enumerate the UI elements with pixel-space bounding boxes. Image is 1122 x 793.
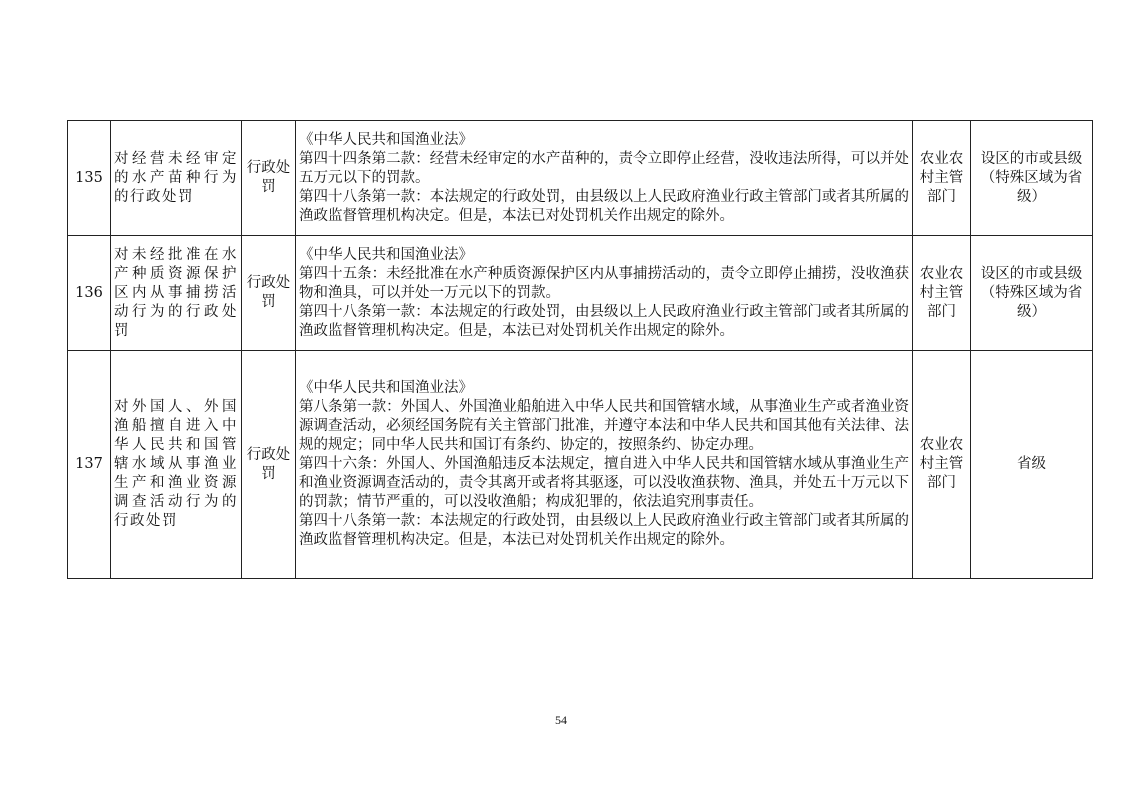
basis-article: 第四十八条第一款：本法规定的行政处罚，由县级以上人民政府渔业行政主管部门或者其所属的渔政监督管理机构决定。但是，本法已对处罚机关作出规定的除外。 [299,188,909,224]
item-name: 对经营未经审定的水产苗种行为的行政处罚 [111,121,242,236]
basis-article: 第四十六条：外国人、外国渔船违反本法规定，擅自进入中华人民共和国管辖水域从事渔业生产和渔业资源调查活动的，责令其离开或者将其驱逐，可以没收渔获物、渔具，并处五十万元以下的罚款；情节严重的，可以没收渔船；构成犯罪的，依法追究刑事责任。 [299,456,909,510]
item-number: 136 [68,236,111,351]
item-type: 行政处罚 [242,121,296,236]
basis-article: 第四十四条第二款：经营未经审定的水产苗种的，责令立即停止经营，没收违法所得，可以并处五万元以下的罚款。 [299,150,909,186]
responsible-department: 农业农村主管部门 [913,121,971,236]
legal-basis [296,351,913,579]
item-type: 行政处罚 [242,236,296,351]
item-name: 对未经批准在水产种质资源保护区内从事捕捞活动行为的行政处罚 [111,236,242,351]
enforcement-items-table [67,120,1093,579]
enforcement-level: 设区的市或县级（特殊区域为省级） [971,236,1093,351]
item-number: 137 [68,351,111,579]
basis-article: 第四十八条第一款：本法规定的行政处罚，由县级以上人民政府渔业行政主管部门或者其所属的渔政监督管理机构决定。但是，本法已对处罚机关作出规定的除外。 [299,303,909,339]
basis-law-title: 《中华人民共和国渔业法》 [299,131,473,148]
basis-article: 第八条第一款：外国人、外国渔业船舶进入中华人民共和国管辖水域，从事渔业生产或者渔业资源调查活动，必须经国务院有关主管部门批准，并遵守本法和中华人民共和国其他有关法律、法规的规定；同中华人民共和国订有条约、协定的，按照条约、协定办理。 [299,399,909,453]
legal-basis [296,121,913,236]
basis-law-title: 《中华人民共和国渔业法》 [299,380,473,396]
responsible-department: 农业农村主管部门 [913,236,971,351]
enforcement-level: 省级 [971,351,1093,579]
item-name: 对外国人、外国渔船擅自进入中华人民共和国管辖水域从事渔业生产和渔业资源调查活动行为的行政处罚 [111,351,242,579]
legal-basis [296,236,913,351]
enforcement-level: 设区的市或县级（特殊区域为省级） [971,121,1093,236]
table-row [68,121,1093,236]
item-number: 135 [68,121,111,236]
responsible-department: 农业农村主管部门 [913,351,971,579]
table-row [68,236,1093,351]
item-type: 行政处罚 [242,351,296,579]
basis-article: 第四十五条：未经批准在水产种质资源保护区内从事捕捞活动的，责令立即停止捕捞，没收渔获物和渔具，可以并处一万元以下的罚款。 [299,265,909,301]
basis-law-title: 《中华人民共和国渔业法》 [299,246,473,263]
page-number: 54 [555,713,567,727]
table-row [68,351,1093,579]
basis-article: 第四十八条第一款：本法规定的行政处罚，由县级以上人民政府渔业行政主管部门或者其所属的渔政监督管理机构决定。但是，本法已对处罚机关作出规定的除外。 [299,513,909,548]
